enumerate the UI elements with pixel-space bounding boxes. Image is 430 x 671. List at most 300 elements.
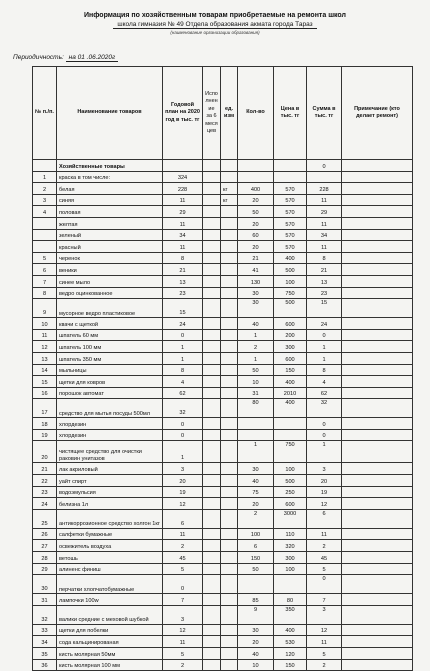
cell-qty: 2: [238, 509, 274, 528]
cell-qty: 150: [238, 552, 274, 564]
cell-used: [203, 624, 221, 636]
cell-sum: 12: [307, 624, 342, 636]
cell-unit: [221, 552, 238, 564]
table-row: [33, 498, 413, 510]
organization-note: (наименование организации образования): [170, 30, 260, 35]
table-row: [33, 341, 413, 353]
cell-used: [203, 659, 221, 671]
cell-price: 100: [274, 275, 307, 287]
cell-name: хлордезин: [57, 429, 163, 441]
cell-price: 750: [274, 441, 307, 463]
cell-name: шпатель 100 мм: [57, 341, 163, 353]
cell-price: 100: [274, 463, 307, 475]
cell-name: красный: [57, 241, 163, 253]
cell-name: хлордезин: [57, 418, 163, 430]
cell-price: [274, 575, 307, 594]
cell-note: [342, 252, 413, 264]
cell-price: 150: [274, 659, 307, 671]
cell-name: щетки для побелки: [57, 624, 163, 636]
cell-unit: [221, 171, 238, 183]
cell-name: уайт спирт: [57, 475, 163, 487]
cell-note: [342, 429, 413, 441]
col-plan-header: Годовой план на 2020 год в тыс. тг: [163, 67, 203, 160]
table-row: [33, 160, 413, 172]
cell-sum: 8: [307, 252, 342, 264]
cell-price: 400: [274, 252, 307, 264]
cell-plan: 21: [163, 264, 203, 276]
cell-name: белизна 1л: [57, 498, 163, 510]
cell-name: синее мыло: [57, 275, 163, 287]
cell-plan: 3: [163, 463, 203, 475]
cell-price: 100: [274, 563, 307, 575]
cell-sum: 32: [307, 399, 342, 418]
table-body: [33, 160, 413, 671]
cell-used: [203, 194, 221, 206]
cell-unit: [221, 241, 238, 253]
cell-used: [203, 498, 221, 510]
cell-price: 110: [274, 528, 307, 540]
col-unit-header: ед. изм: [221, 67, 238, 160]
cell-num: 28: [33, 552, 57, 564]
cell-qty: 10: [238, 376, 274, 388]
cell-plan: 11: [163, 194, 203, 206]
cell-used: [203, 648, 221, 660]
cell-name: веники: [57, 264, 163, 276]
cell-qty: 40: [238, 318, 274, 330]
cell-qty: 20: [238, 498, 274, 510]
cell-sum: 0: [307, 329, 342, 341]
cell-sum: 0: [307, 575, 342, 594]
cell-num: 16: [33, 387, 57, 399]
table-row: [33, 563, 413, 575]
table-row: [33, 528, 413, 540]
table-row: [33, 318, 413, 330]
cell-name: ветошь: [57, 552, 163, 564]
cell-sum: 24: [307, 318, 342, 330]
cell-used: [203, 463, 221, 475]
cell-sum: 1: [307, 341, 342, 353]
cell-plan: 0: [163, 329, 203, 341]
cell-sum: 4: [307, 376, 342, 388]
cell-note: [342, 648, 413, 660]
cell-qty: 50: [238, 364, 274, 376]
cell-used: [203, 528, 221, 540]
cell-unit: [221, 528, 238, 540]
table-row: [33, 329, 413, 341]
cell-unit: [221, 509, 238, 528]
cell-price: 500: [274, 475, 307, 487]
cell-price: 120: [274, 648, 307, 660]
cell-num: 17: [33, 399, 57, 418]
cell-note: [342, 275, 413, 287]
cell-used: [203, 399, 221, 418]
cell-name: лампочки 100w: [57, 594, 163, 606]
col-sum-header: Сумма в тыс. тг: [307, 67, 342, 160]
cell-plan: 11: [163, 528, 203, 540]
cell-num: 1: [33, 171, 57, 183]
cell-used: [203, 376, 221, 388]
cell-plan: 11: [163, 636, 203, 648]
cell-price: 750: [274, 287, 307, 299]
cell-sum: 13: [307, 275, 342, 287]
cell-unit: [221, 252, 238, 264]
cell-plan: 1: [163, 341, 203, 353]
cell-sum: 5: [307, 563, 342, 575]
cell-sum: 11: [307, 636, 342, 648]
cell-sum: 21: [307, 264, 342, 276]
cell-name: лак акриловый: [57, 463, 163, 475]
cell-used: [203, 287, 221, 299]
cell-used: [203, 318, 221, 330]
cell-note: [342, 418, 413, 430]
cell-unit: [221, 575, 238, 594]
cell-plan: 0: [163, 429, 203, 441]
cell-qty: 30: [238, 624, 274, 636]
cell-sum: 11: [307, 528, 342, 540]
cell-name: чистящее средство для очистки раковин унитазов: [57, 441, 163, 463]
cell-note: [342, 624, 413, 636]
cell-name: порошок автомат: [57, 387, 163, 399]
cell-price: 250: [274, 486, 307, 498]
cell-plan: 62: [163, 387, 203, 399]
cell-sum: 1: [307, 441, 342, 463]
cell-note: [342, 605, 413, 624]
cell-name: кисть молярная 50мм: [57, 648, 163, 660]
table-row: [33, 463, 413, 475]
cell-used: [203, 160, 221, 172]
cell-price: 300: [274, 341, 307, 353]
cell-sum: 20: [307, 475, 342, 487]
cell-note: [342, 540, 413, 552]
cell-plan: 1: [163, 441, 203, 463]
cell-unit: [221, 636, 238, 648]
cell-unit: [221, 418, 238, 430]
cell-unit: [221, 264, 238, 276]
cell-note: [342, 475, 413, 487]
cell-num: 21: [33, 463, 57, 475]
table-row: [33, 429, 413, 441]
cell-unit: [221, 229, 238, 241]
cell-sum: 3: [307, 605, 342, 624]
cell-price: 80: [274, 594, 307, 606]
cell-plan: 0: [163, 575, 203, 594]
cell-qty: 60: [238, 229, 274, 241]
cell-used: [203, 352, 221, 364]
cell-unit: [221, 441, 238, 463]
cell-price: [274, 160, 307, 172]
cell-note: [342, 659, 413, 671]
table-header-row: [33, 67, 413, 160]
cell-sum: 0: [307, 418, 342, 430]
cell-note: [342, 318, 413, 330]
cell-used: [203, 475, 221, 487]
cell-note: [342, 229, 413, 241]
cell-qty: 20: [238, 636, 274, 648]
cell-qty: 50: [238, 563, 274, 575]
cell-note: [342, 399, 413, 418]
cell-plan: 32: [163, 399, 203, 418]
cell-price: 600: [274, 352, 307, 364]
cell-sum: 228: [307, 183, 342, 195]
cell-note: [342, 552, 413, 564]
cell-sum: 11: [307, 217, 342, 229]
table-row: [33, 183, 413, 195]
table-row: [33, 387, 413, 399]
cell-price: 150: [274, 364, 307, 376]
cell-used: [203, 486, 221, 498]
cell-note: [342, 594, 413, 606]
period-value: на 01 .06.2020г: [66, 54, 119, 62]
table-row: [33, 636, 413, 648]
cell-used: [203, 636, 221, 648]
cell-used: [203, 217, 221, 229]
cell-qty: 50: [238, 206, 274, 218]
cell-price: 570: [274, 217, 307, 229]
cell-note: [342, 463, 413, 475]
cell-used: [203, 575, 221, 594]
cell-qty: 100: [238, 528, 274, 540]
cell-sum: 19: [307, 486, 342, 498]
cell-qty: 20: [238, 241, 274, 253]
cell-note: [342, 364, 413, 376]
table-row: [33, 171, 413, 183]
cell-note: [342, 217, 413, 229]
cell-num: 29: [33, 563, 57, 575]
cell-price: 570: [274, 241, 307, 253]
cell-unit: [221, 217, 238, 229]
cell-note: [342, 387, 413, 399]
cell-used: [203, 509, 221, 528]
cell-sum: 5: [307, 648, 342, 660]
cell-price: 600: [274, 318, 307, 330]
cell-note: [342, 160, 413, 172]
table-row: [33, 594, 413, 606]
cell-num: 18: [33, 418, 57, 430]
cell-price: [274, 171, 307, 183]
cell-num: 27: [33, 540, 57, 552]
cell-sum: 8: [307, 364, 342, 376]
cell-plan: 19: [163, 486, 203, 498]
cell-unit: [221, 275, 238, 287]
cell-num: 30: [33, 575, 57, 594]
cell-plan: 8: [163, 364, 203, 376]
cell-used: [203, 540, 221, 552]
cell-name: шпатель 60 мм: [57, 329, 163, 341]
cell-note: [342, 341, 413, 353]
cell-plan: 7: [163, 594, 203, 606]
cell-num: 34: [33, 636, 57, 648]
cell-num: 25: [33, 509, 57, 528]
cell-name: водоэмульсия: [57, 486, 163, 498]
cell-num: 19: [33, 429, 57, 441]
cell-qty: 130: [238, 275, 274, 287]
cell-name: освежитель воздуха: [57, 540, 163, 552]
cell-qty: 20: [238, 194, 274, 206]
table-row: [33, 648, 413, 660]
cell-note: [342, 287, 413, 299]
school-line: [20, 20, 410, 29]
cell-name: краска в том числе:: [57, 171, 163, 183]
cell-num: 13: [33, 352, 57, 364]
cell-qty: 80: [238, 399, 274, 418]
cell-plan: 8: [163, 252, 203, 264]
cell-qty: 85: [238, 594, 274, 606]
cell-name: зеленый: [57, 229, 163, 241]
cell-used: [203, 387, 221, 399]
cell-price: 320: [274, 540, 307, 552]
table-row: [33, 441, 413, 463]
cell-price: 350: [274, 605, 307, 624]
cell-unit: [221, 299, 238, 318]
cell-num: 7: [33, 275, 57, 287]
cell-num: 8: [33, 287, 57, 299]
cell-num: 32: [33, 605, 57, 624]
cell-used: [203, 299, 221, 318]
cell-note: [342, 528, 413, 540]
cell-sum: 45: [307, 552, 342, 564]
cell-used: [203, 418, 221, 430]
cell-name: антикоррозионное средство холгон 1кг: [57, 509, 163, 528]
cell-note: [342, 299, 413, 318]
cell-used: [203, 429, 221, 441]
table-row: [33, 624, 413, 636]
cell-unit: [221, 329, 238, 341]
cell-unit: кг: [221, 183, 238, 195]
cell-qty: 1: [238, 441, 274, 463]
cell-num: 36: [33, 659, 57, 671]
cell-plan: 45: [163, 552, 203, 564]
cell-plan: 12: [163, 624, 203, 636]
cell-note: [342, 183, 413, 195]
cell-sum: 2: [307, 540, 342, 552]
table-row: [33, 509, 413, 528]
cell-num: 20: [33, 441, 57, 463]
cell-qty: [238, 160, 274, 172]
cell-num: 3: [33, 194, 57, 206]
col-price-header: Цена в тыс. тг: [274, 67, 307, 160]
cell-unit: [221, 594, 238, 606]
cell-name: половая: [57, 206, 163, 218]
cell-unit: [221, 318, 238, 330]
table-row: [33, 229, 413, 241]
cell-used: [203, 441, 221, 463]
table-row: [33, 376, 413, 388]
cell-note: [342, 171, 413, 183]
cell-num: 10: [33, 318, 57, 330]
cell-qty: 21: [238, 252, 274, 264]
cell-name: Хозяйственные товары: [57, 160, 163, 172]
cell-note: [342, 486, 413, 498]
cell-unit: [221, 364, 238, 376]
cell-name: шпатель 350 мм: [57, 352, 163, 364]
cell-name: щетки для ковров: [57, 376, 163, 388]
cell-price: 200: [274, 329, 307, 341]
cell-sum: 23: [307, 287, 342, 299]
cell-plan: 34: [163, 229, 203, 241]
cell-price: 2010: [274, 387, 307, 399]
cell-unit: [221, 399, 238, 418]
cell-name: мыльницы: [57, 364, 163, 376]
cell-used: [203, 171, 221, 183]
cell-unit: [221, 206, 238, 218]
cell-qty: 1: [238, 352, 274, 364]
cell-plan: 29: [163, 206, 203, 218]
cell-price: 3000: [274, 509, 307, 528]
cell-price: 570: [274, 194, 307, 206]
cell-plan: 228: [163, 183, 203, 195]
cell-plan: [163, 160, 203, 172]
table-row: [33, 605, 413, 624]
cell-sum: 3: [307, 463, 342, 475]
cell-qty: 30: [238, 463, 274, 475]
cell-plan: 3: [163, 605, 203, 624]
cell-unit: кг: [221, 194, 238, 206]
cell-plan: 12: [163, 498, 203, 510]
cell-qty: [238, 418, 274, 430]
cell-plan: 5: [163, 648, 203, 660]
cell-used: [203, 241, 221, 253]
cell-used: [203, 341, 221, 353]
cell-qty: 31: [238, 387, 274, 399]
period-line: [13, 54, 118, 61]
table-row: [33, 264, 413, 276]
cell-num: 4: [33, 206, 57, 218]
cell-sum: 62: [307, 387, 342, 399]
cell-unit: [221, 429, 238, 441]
cell-plan: 5: [163, 563, 203, 575]
cell-sum: 34: [307, 229, 342, 241]
table-row: [33, 540, 413, 552]
cell-note: [342, 241, 413, 253]
cell-unit: [221, 387, 238, 399]
cell-qty: 41: [238, 264, 274, 276]
cell-price: 500: [274, 264, 307, 276]
cell-note: [342, 498, 413, 510]
cell-price: 300: [274, 552, 307, 564]
col-note-header: Примечание (кто делает ремонт): [342, 67, 413, 160]
cell-sum: 0: [307, 160, 342, 172]
cell-sum: 7: [307, 594, 342, 606]
cell-qty: [238, 171, 274, 183]
table-row: [33, 475, 413, 487]
cell-qty: [238, 575, 274, 594]
table-row: [33, 352, 413, 364]
cell-num: [33, 160, 57, 172]
cell-note: [342, 441, 413, 463]
goods-table: [32, 66, 413, 671]
cell-sum: 11: [307, 194, 342, 206]
cell-note: [342, 575, 413, 594]
cell-name: синяя: [57, 194, 163, 206]
cell-num: 35: [33, 648, 57, 660]
cell-num: 22: [33, 475, 57, 487]
table-row: [33, 486, 413, 498]
cell-note: [342, 636, 413, 648]
cell-num: 33: [33, 624, 57, 636]
cell-num: 2: [33, 183, 57, 195]
cell-plan: 24: [163, 318, 203, 330]
cell-note: [342, 206, 413, 218]
school-name: школа гимназия № 49 Отдела образования акмата города Тараз: [113, 21, 316, 29]
cell-num: 9: [33, 299, 57, 318]
cell-qty: [238, 429, 274, 441]
cell-plan: 324: [163, 171, 203, 183]
cell-sum: 29: [307, 206, 342, 218]
cell-plan: 6: [163, 509, 203, 528]
cell-name: квачи с щеткой: [57, 318, 163, 330]
cell-price: 570: [274, 229, 307, 241]
cell-sum: [307, 171, 342, 183]
